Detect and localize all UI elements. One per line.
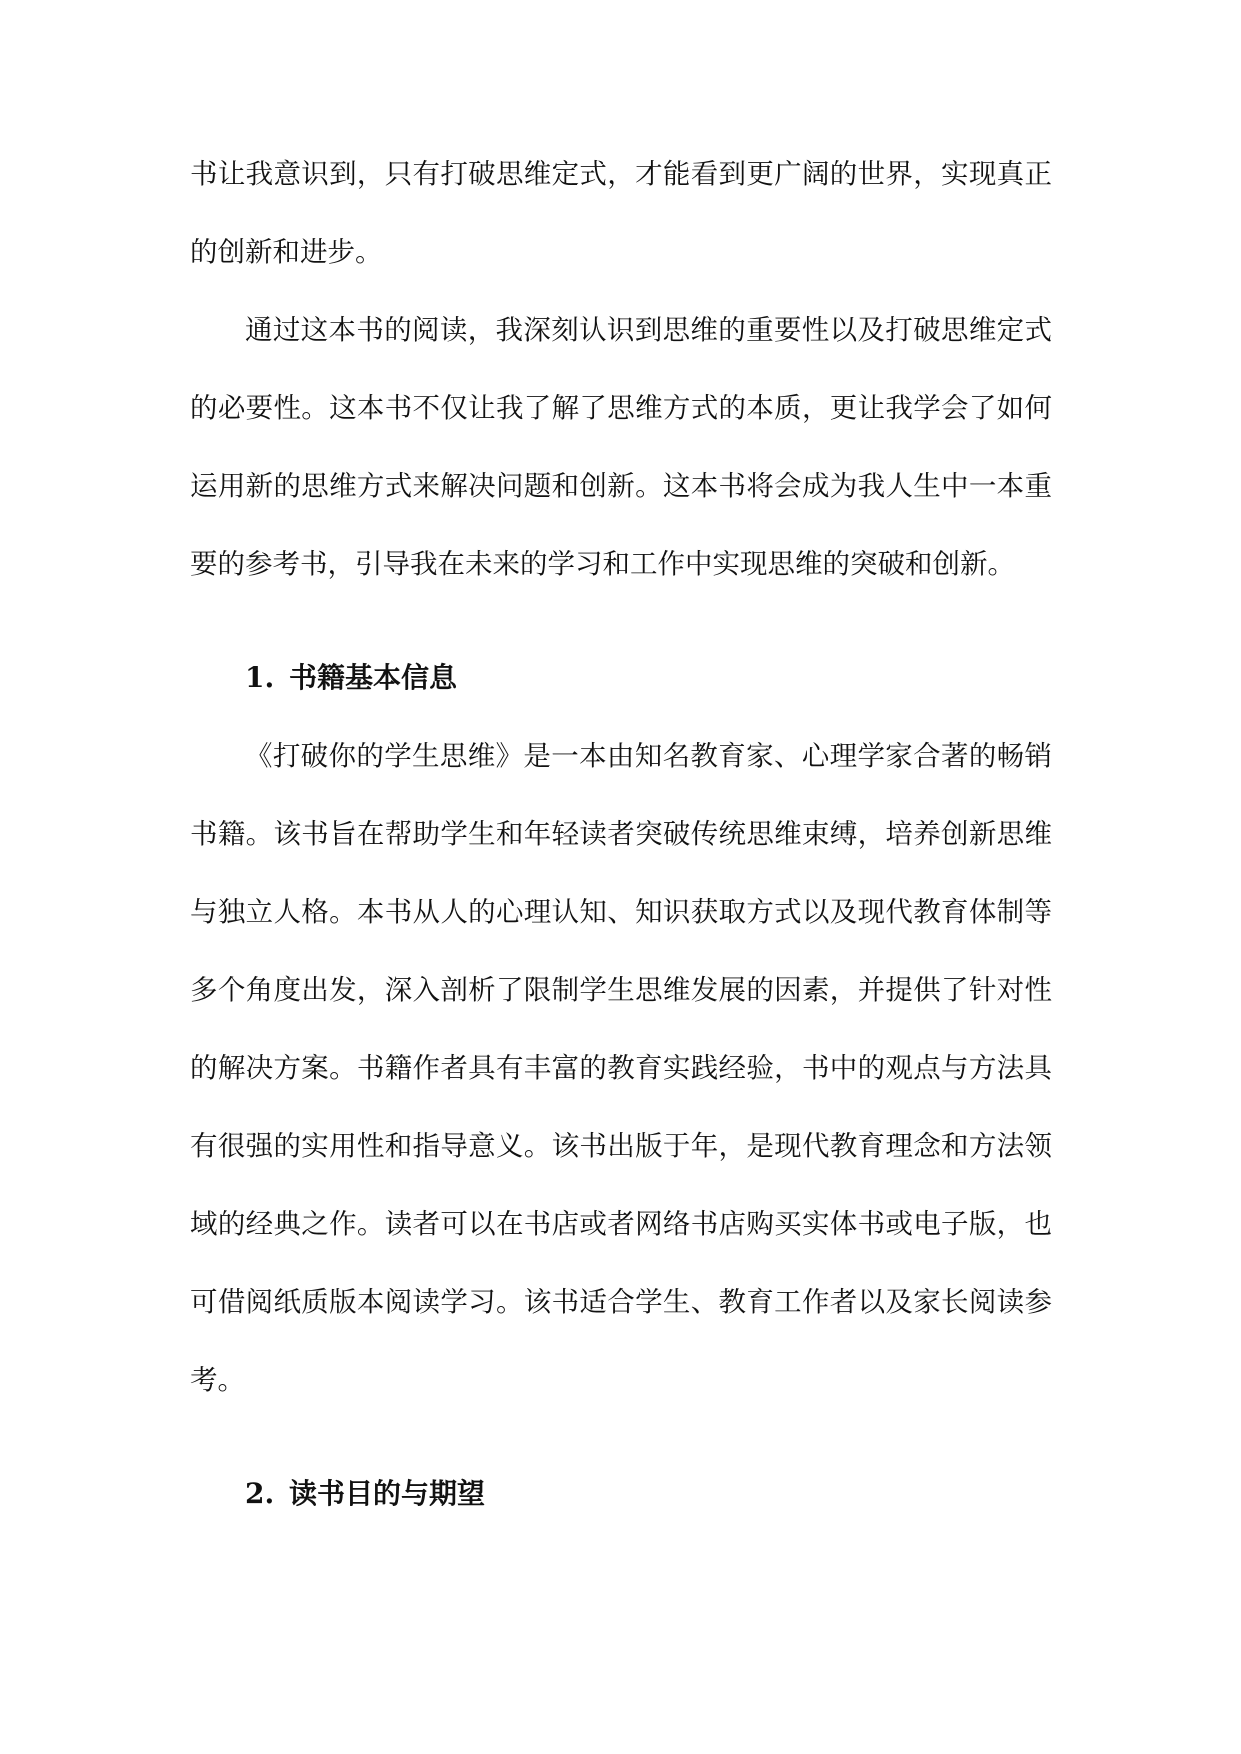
section-number: 1. [245,661,275,694]
section-title: 书籍基本信息 [289,661,458,694]
section-title: 读书目的与期望 [289,1477,486,1510]
paragraph-book-info: 《打破你的学生思维》是一本由知名教育家、心理学家合著的畅销书籍。该书旨在帮助学生和年轻读者突破传统思维束缚，培养创新思维与独立人格。本书从人的心理认知、知识获取方式以及现代教育体制等多个角度出发，深入剖析了限制学生思维发展的因素，并提供了针对性的解决方案。书籍作者具有丰富的教育实践经验，书中的观点与方法具有很强的实用性和指导意义。该书出版于年，是现代教育理念和方法领域的经典之作。读者可以在书店或者网络书店购买实体书或电子版，也可借阅纸质版本阅读学习。该书适合学生、教育工作者以及家长阅读参考。 [190,740,1052,1396]
paragraph-summary: 通过这本书的阅读，我深刻认识到思维的重要性以及打破思维定式的必要性。这本书不仅让我了解了思维方式的本质，更让我学会了如何运用新的思维方式来解决问题和创新。这本书将会成为我人生中一本重要的参考书，引导我在未来的学习和工作中实现思维的突破和创新。 [190,314,1052,580]
section-heading-1 [190,639,1052,717]
section-heading-2 [190,1455,1052,1533]
paragraph-continued: 书让我意识到，只有打破思维定式，才能看到更广阔的世界，实现真正的创新和进步。 [190,158,1052,268]
document-page [190,135,1052,1533]
section-number: 2. [245,1477,275,1510]
